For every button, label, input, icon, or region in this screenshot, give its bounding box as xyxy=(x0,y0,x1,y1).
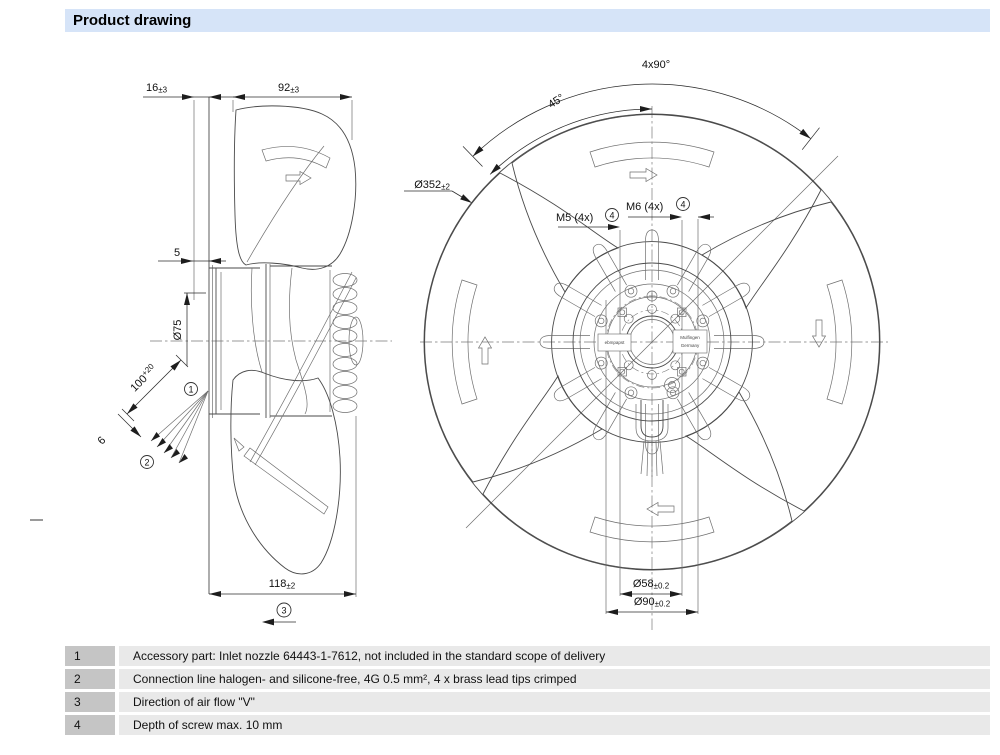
svg-text:2: 2 xyxy=(144,457,150,468)
dim-wire-length xyxy=(122,355,188,421)
svg-text:Ø90±0.2: Ø90±0.2 xyxy=(633,596,671,609)
dim-gap xyxy=(158,247,226,264)
row-description: Depth of screw max. 10 mm xyxy=(119,715,990,735)
table-row xyxy=(65,646,990,666)
dim-hole-pattern xyxy=(463,59,820,167)
callout-wires xyxy=(141,456,154,469)
dim-outer-dia xyxy=(404,179,472,203)
svg-text:1: 1 xyxy=(188,384,194,395)
fan-blade-top xyxy=(234,106,355,269)
airflow-direction-arrow-icon xyxy=(262,619,274,626)
front-view xyxy=(404,59,888,630)
dim-motor-depth xyxy=(233,82,352,100)
row-number: 1 xyxy=(65,646,115,666)
svg-text:45°: 45° xyxy=(546,91,567,112)
row-description: Accessory part: Inlet nozzle 64443-1-7612, not included in the standard scope of delivery xyxy=(119,646,990,666)
dim-hole-angle xyxy=(490,92,652,174)
row-number: 4 xyxy=(65,715,115,735)
row-description: Direction of air flow "V" xyxy=(119,692,990,712)
row-number: 3 xyxy=(65,692,115,712)
svg-text:3: 3 xyxy=(281,605,287,616)
airflow-arrow-icon xyxy=(286,172,311,185)
dim-nozzle-dia xyxy=(172,293,206,366)
svg-text:4x90°: 4x90° xyxy=(641,59,671,71)
hub-brand-label xyxy=(598,334,631,351)
dim-bolt-circle-inner xyxy=(620,578,682,597)
callout-airflow xyxy=(262,603,296,625)
svg-text:Ø75: Ø75 xyxy=(172,319,184,341)
table-row xyxy=(65,669,990,689)
connection-wires xyxy=(151,391,208,463)
brand-text: ebmpapst xyxy=(604,340,625,345)
side-view xyxy=(95,82,392,625)
svg-text:M5 (4x): M5 (4x) xyxy=(556,212,594,224)
svg-text:6: 6 xyxy=(95,434,109,448)
label-m6 xyxy=(626,198,714,221)
legend-table xyxy=(65,646,990,738)
svg-text:Ø352±2: Ø352±2 xyxy=(414,179,450,192)
table-row xyxy=(65,692,990,712)
svg-text:Ø58±0.2: Ø58±0.2 xyxy=(632,578,670,591)
svg-text:5: 5 xyxy=(173,247,181,259)
row-description: Connection line halogen- and silicone-free, 4G 0.5 mm², 4 x brass lead tips crimped xyxy=(119,669,990,689)
svg-text:Mulfingen: Mulfingen xyxy=(680,335,700,340)
svg-text:92±3: 92±3 xyxy=(278,82,300,95)
svg-text:4: 4 xyxy=(609,210,615,221)
hub-origin-label xyxy=(673,330,707,353)
label-m5 xyxy=(556,209,620,231)
svg-text:16±3: 16±3 xyxy=(146,82,168,95)
svg-text:118±2: 118±2 xyxy=(268,578,296,591)
row-number: 2 xyxy=(65,669,115,689)
svg-text:M6 (4x): M6 (4x) xyxy=(626,201,664,213)
dim-nozzle-depth xyxy=(143,82,235,100)
svg-text:Germany: Germany xyxy=(680,343,700,348)
page-title: Product drawing xyxy=(73,12,192,29)
dim-wire-bundle xyxy=(95,414,141,447)
cooling-fins xyxy=(333,274,357,413)
dim-total-depth xyxy=(209,578,356,597)
table-row xyxy=(65,715,990,735)
svg-text:100+20: $100^{+20}$ xyxy=(128,361,156,395)
callout-nozzle xyxy=(185,383,198,396)
svg-text:4: 4 xyxy=(680,199,686,210)
dim-bolt-circle-outer xyxy=(606,596,698,615)
